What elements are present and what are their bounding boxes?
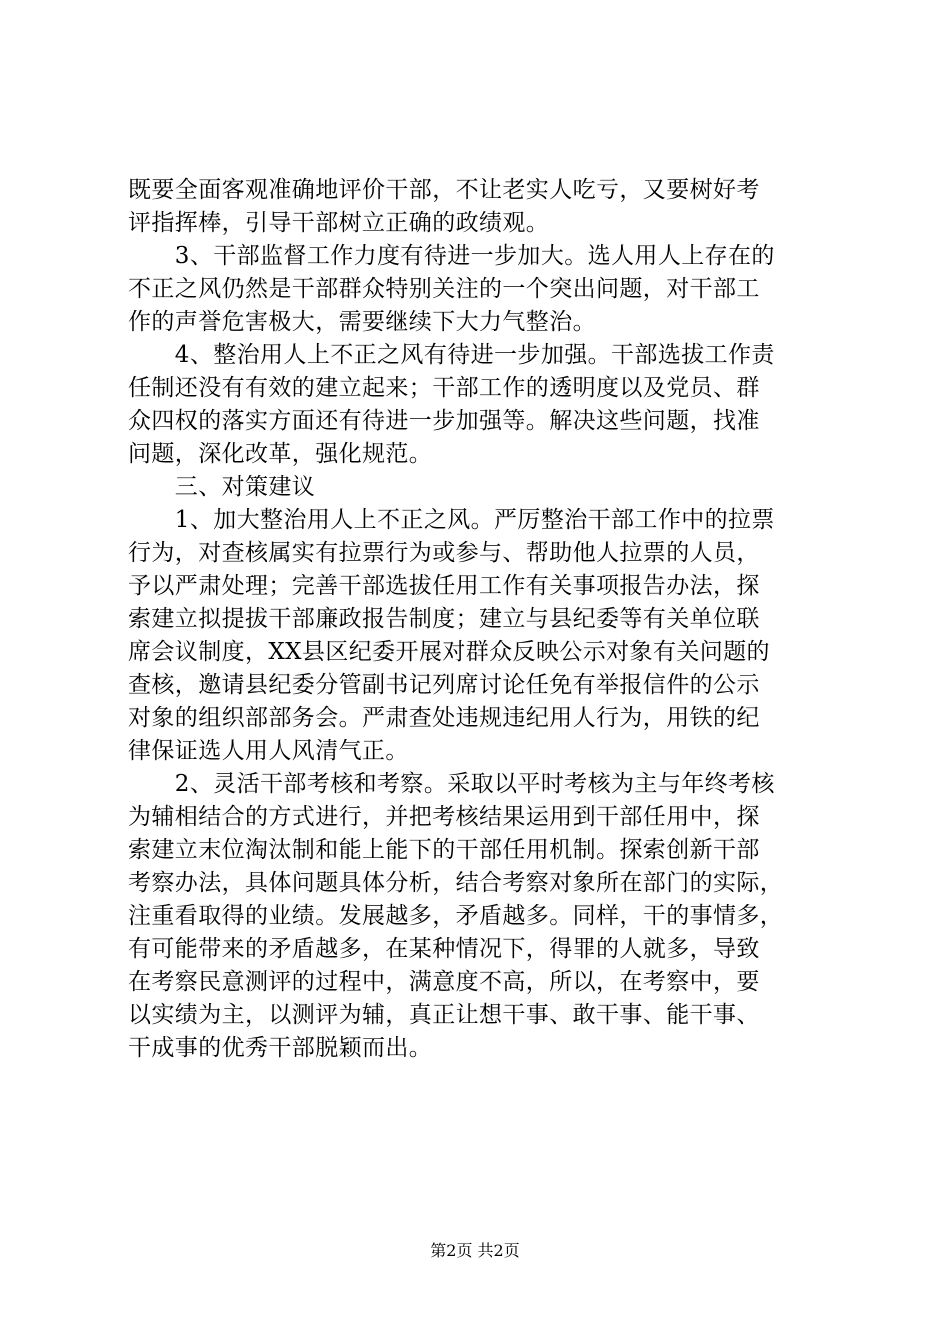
text-line: 作的声誉危害极大，需要继续下大力气整治。 [128, 309, 596, 335]
text-line: 2、灵活干部考核和考察。采取以平时考核为主与年终考核 [128, 771, 775, 797]
text-line: 考察办法，具体问题具体分析，结合考察对象所在部门的实际， [128, 870, 784, 896]
text-line: 评指挥棒，引导干部树立正确的政绩观。 [128, 210, 550, 236]
text-line: 注重看取得的业绩。发展越多，矛盾越多。同样，干的事情多， [128, 903, 784, 929]
text-line: 索建立末位淘汰制和能上能下的干部任用机制。探索创新干部 [128, 837, 760, 863]
text-line: 众四权的落实方面还有待进一步加强等。解决这些问题，找准 [128, 408, 760, 434]
page-footer [0, 1241, 950, 1261]
text-line: 律保证选人用人风清气正。 [128, 738, 409, 764]
text-line: 索建立拟提拔干部廉政报告制度；建立与县纪委等有关单位联 [128, 606, 760, 632]
page-number: 第2页 共2页 [430, 1241, 520, 1260]
text-line: 有可能带来的矛盾越多，在某种情况下，得罪的人就多，导致 [128, 936, 760, 962]
text-line: 1、加大整治用人上不正之风。严厉整治干部工作中的拉票 [128, 507, 775, 533]
text-line: 予以严肃处理；完善干部选拔任用工作有关事项报告办法，探 [128, 573, 760, 599]
text-line: 任制还没有有效的建立起来；干部工作的透明度以及党员、群 [128, 375, 760, 401]
text-line: 不正之风仍然是干部群众特别关注的一个突出问题，对干部工 [128, 276, 760, 302]
text-line: 既要全面客观准确地评价干部，不让老实人吃亏，又要树好考 [128, 177, 760, 203]
text-line: 问题，深化改革，强化规范。 [128, 441, 433, 467]
text-line: 4、整治用人上不正之风有待进一步加强。干部选拔工作责 [128, 342, 775, 368]
section-heading: 三、对策建议 [128, 474, 316, 500]
text-line: 查核，邀请县纪委分管副书记列席讨论任免有举报信件的公示 [128, 672, 760, 698]
text-line: 为辅相结合的方式进行，并把考核结果运用到干部任用中，探 [128, 804, 760, 830]
text-line: 干成事的优秀干部脱颖而出。 [128, 1035, 433, 1061]
text-line: 以实绩为主，以测评为辅，真正让想干事、敢干事、能干事、 [128, 1002, 760, 1028]
text-line: 席会议制度，XX县区纪委开展对群众反映公示对象有关问题的 [128, 639, 770, 665]
body-text [128, 174, 828, 1065]
text-line: 3、干部监督工作力度有待进一步加大。选人用人上存在的 [128, 243, 775, 269]
text-line: 在考察民意测评的过程中，满意度不高，所以，在考察中，要 [128, 969, 760, 995]
text-line: 对象的组织部部务会。严肃查处违规违纪用人行为，用铁的纪 [128, 705, 760, 731]
text-line: 行为，对查核属实有拉票行为或参与、帮助他人拉票的人员， [128, 540, 760, 566]
